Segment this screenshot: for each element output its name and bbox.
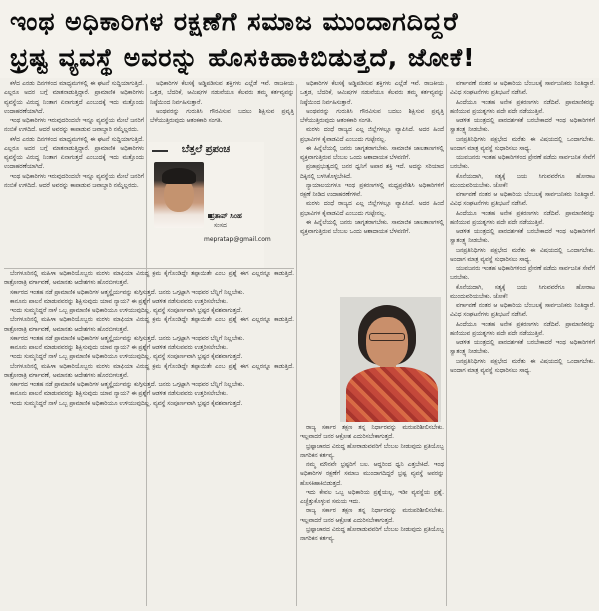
paragraph: ಜನಪ್ರತಿನಿಧಿಗಳು ಪಕ್ಷಭೇದ ಮರೆತು ಈ ವಿಷಯದಲ್ಲಿ ಒಂದಾಗಬೇಕು. ಅಂದಾಗ ಮಾತ್ರ ವ್ಯವಸ್ಥೆ ಸುಧಾರಿಸಲು ಸಾಧ್ಯ. — [450, 136, 595, 152]
paragraph: ಭ್ರಷ್ಟಾಚಾರದ ವಿರುದ್ಧ ಹೋರಾಡುವವರಿಗೆ ಬೆಂಬಲ ನೀಡುವುದು ಪ್ರತಿಯೊಬ್ಬ ನಾಗರಿಕನ ಕರ್ತವ್ಯ. — [300, 526, 444, 542]
paragraph: ಅಧಿಕಾರಿಗಳ ಕೆಲಸಕ್ಕೆ ಅಡ್ಡಿಪಡಿಸುವ ಶಕ್ತಿಗಳು ಎಲ್ಲೆಡೆ ಇವೆ. ರಾಜಕೀಯ ಒತ್ತಡ, ಬೆದರಿಕೆ, ಆಮಿಷಗಳ ನಡುವೆಯೂ ಕೆಲವರು ತಮ್ಮ ಕರ್ತವ್ಯವನ್ನು ನಿಷ್ಠೆಯಿಂದ ನಿರ್ವಹಿಸುತ್ತಾರೆ. — [300, 81, 444, 106]
paragraph: ಆಡಳಿತ ಯಂತ್ರದಲ್ಲಿ ಪಾರದರ್ಶಕತೆ ಬರಬೇಕಾದರೆ ಇಂಥ ಅಧಿಕಾರಿಗಳಿಗೆ ಸ್ವಾತಂತ್ರ್ಯ ನೀಡಬೇಕು. — [450, 229, 595, 245]
paragraph: ಬೆಂಗಳೂರಿನಲ್ಲಿ ಮಹಿಳಾ ಅಧಿಕಾರಿಯೊಬ್ಬರು ಮರಳು ಮಾಫಿಯಾ ವಿರುದ್ಧ ಕ್ರಮ ಕೈಗೊಂಡಿದ್ದೇ ತಪ್ಪಾಯಿತೇ ಎಂಬ ಪ್ರಶ್ನೆ ಈಗ ಎಲ್ಲರನ್ನೂ ಕಾಡುತ್ತಿದೆ. ರಾತ್ರೋರಾತ್ರಿ ವರ್ಗಾವಣೆ, ಅಮಾನತು ಆದೇಶಗಳು ಹೊರಬೀಳುತ್ತವೆ. — [4, 317, 294, 333]
paragraph: ಜನಪ್ರತಿನಿಧಿಗಳು ಪಕ್ಷಭೇದ ಮರೆತು ಈ ವಿಷಯದಲ್ಲಿ ಒಂದಾಗಬೇಕು. ಅಂದಾಗ ಮಾತ್ರ ವ್ಯವಸ್ಥೆ ಸುಧಾರಿಸಲು ಸಾಧ್ಯ. — [450, 247, 595, 263]
paragraph: ಸರ್ಕಾರದ ಇಂತಹ ನಡೆ ಪ್ರಾಮಾಣಿಕ ಅಧಿಕಾರಿಗಳ ಆತ್ಮಸ್ಥೈರ್ಯವನ್ನು ಕುಗ್ಗಿಸುತ್ತದೆ. ಜನರು ಒಗ್ಗಟ್ಟಾಗಿ ಇಂಥವರ ಬೆನ್ನಿಗೆ ನಿಲ್ಲಬೇಕು. — [10, 289, 245, 296]
paragraph: ಭ್ರಷ್ಟಾಚಾರದ ವಿರುದ್ಧ ಹೋರಾಡುವವರಿಗೆ ಬೆಂಬಲ ನೀಡುವುದು ಪ್ರತಿಯೊಬ್ಬ ನಾಗರಿಕನ ಕರ್ತವ್ಯ. — [300, 443, 444, 459]
paragraph: ವರ್ಗಾವಣೆ ನಂತರ ಆ ಅಧಿಕಾರಿಯ ಬೆಂಬಲಕ್ಕೆ ಸಾರ್ವಜನಿಕರು ನಿಂತಿದ್ದಾರೆ. ವಿವಿಧ ಸಂಘಟನೆಗಳು ಪ್ರತಿಭಟನೆ ನಡೆಸಿವೆ. — [450, 192, 595, 208]
paragraph: ಈ ಹಿನ್ನೆಲೆಯಲ್ಲಿ ಜನರು ಜಾಗೃತರಾಗಬೇಕು. ಸಾಮಾಜಿಕ ಜಾಲತಾಣಗಳಲ್ಲಿ ವ್ಯಕ್ತವಾಗುತ್ತಿರುವ ಬೆಂಬಲ ಒಂದು ಆಶಾದಾಯಕ ಬೆಳವಣಿಗೆ. — [300, 145, 444, 161]
paragraph: ಹಿಂದೆಯೂ ಇಂತಹ ಅನೇಕ ಪ್ರಕರಣಗಳು ನಡೆದಿವೆ. ಪ್ರಾಮಾಣಿಕರನ್ನು ಹಣಿಯುವ ಪ್ರಯತ್ನಗಳು ಪದೇ ಪದೇ ನಡೆಯುತ್ತಿವೆ. — [450, 210, 595, 226]
paragraph: ಕಾನೂನು ಪಾಲನೆ ಮಾಡುವವರನ್ನು ಶಿಕ್ಷಿಸುವುದು ಯಾವ ನ್ಯಾಯ? ಈ ಪ್ರಶ್ನೆಗೆ ಆಡಳಿತ ನಡೆಸುವವರು ಉತ್ತರಿಸಲೇಬೇಕು. — [10, 345, 228, 351]
paragraph: ಅಂಥವರನ್ನು ಗುರುತಿಸಿ ಗೌರವಿಸುವ ಬದಲು ಶಿಕ್ಷಿಸುವ ಪ್ರವೃತ್ತಿ ಬೆಳೆಯುತ್ತಿರುವುದು ಆತಂಕಕಾರಿ ಸಂಗತಿ. — [150, 108, 294, 124]
paragraph: ಕೊನೆಯದಾಗಿ, ಸತ್ಯಕ್ಕೆ ಜಯ ಸಿಗುವವರೆಗೂ ಹೋರಾಟ ಮುಂದುವರಿಯಬೇಕು. ಜೋಕೆ! — [450, 284, 595, 300]
paragraph: ಕೊನೆಯದಾಗಿ, ಸತ್ಯಕ್ಕೆ ಜಯ ಸಿಗುವವರೆಗೂ ಹೋರಾಟ ಮುಂದುವರಿಯಬೇಕು. ಜೋಕೆ! — [450, 173, 595, 189]
author-email: mepratap@gmail.com — [204, 236, 271, 243]
paragraph: ಈ ಹಿನ್ನೆಲೆಯಲ್ಲಿ ಜನರು ಜಾಗೃತರಾಗಬೇಕು. ಸಾಮಾಜಿಕ ಜಾಲತಾಣಗಳಲ್ಲಿ ವ್ಯಕ್ತವಾಗುತ್ತಿರುವ ಬೆಂಬಲ ಒಂದು ಆಶಾದಾಯಕ ಬೆಳವಣಿಗೆ. — [300, 219, 444, 235]
paragraph: ಅಧಿಕಾರಿಗಳ ಕೆಲಸಕ್ಕೆ ಅಡ್ಡಿಪಡಿಸುವ ಶಕ್ತಿಗಳು ಎಲ್ಲೆಡೆ ಇವೆ. ರಾಜಕೀಯ ಒತ್ತಡ, ಬೆದರಿಕೆ, ಆಮಿಷಗಳ ನಡುವೆಯೂ ಕೆಲವರು ತಮ್ಮ ಕರ್ತವ್ಯವನ್ನು ನಿಷ್ಠೆಯಿಂದ ನಿರ್ವಹಿಸುತ್ತಾರೆ. — [150, 81, 294, 106]
author-photo — [154, 162, 204, 228]
paragraph: ಕಳೆದ ಎರಡು ದಿನಗಳಿಂದ ಮಾಧ್ಯಮಗಳಲ್ಲಿ ಈ ಘಟನೆ ಸುದ್ದಿಯಾಗುತ್ತಿದೆ. ಎಲ್ಲರೂ ಅದರ ಬಗ್ಗೆ ಮಾತನಾಡುತ್ತಿದ್ದಾರೆ. ಪ್ರಾಮಾಣಿಕ ಅಧಿಕಾರಿಗಳು ವ್ಯವಸ್ಥೆಯ ವಿರುದ್ಧ ನಿಂತಾಗ ಏನಾಗುತ್ತದೆ ಎಂಬುದಕ್ಕೆ ಇದು ಮತ್ತೊಂದು ಉದಾಹರಣೆಯಾಗಿದೆ. — [4, 81, 144, 115]
paragraph: ಇಂಥ ಅಧಿಕಾರಿಗಳು ಇರುವುದರಿಂದಲೇ ಇನ್ನೂ ವ್ಯವಸ್ಥೆಯ ಮೇಲೆ ಜನರಿಗೆ ನಂಬಿಕೆ ಉಳಿದಿದೆ. ಆದರೆ ಅವರನ್ನು ಕಾಪಾಡುವ ಜವಾಬ್ದಾರಿ ನಮ್ಮೆಲ್ಲರದು. — [4, 118, 144, 134]
column-1-top — [4, 80, 144, 266]
paragraph: ಯುವಜನರು ಇಂತಹ ಅಧಿಕಾರಿಗಳಿಂದ ಪ್ರೇರಣೆ ಪಡೆದು ಸಾರ್ವಜನಿಕ ಸೇವೆಗೆ ಬರಬೇಕು. — [450, 155, 595, 171]
paragraph: ಮರಳು ದಂಧೆ ರಾಜ್ಯದ ಎಲ್ಲ ಜಿಲ್ಲೆಗಳಲ್ಲೂ ವ್ಯಾಪಿಸಿದೆ. ಅದರ ಹಿಂದೆ ಪ್ರಭಾವಿಗಳ ಕೈವಾಡವಿದೆ ಎಂಬುದು ಗುಟ್ಟೇನಲ್ಲ. — [300, 201, 444, 217]
headline-line-1: ಇಂಥ ಅಧಿಕಾರಿಗಳ ರಕ್ಷಣೆಗೆ ಸಮಾಜ ಮುಂದಾಗದಿದ್ದರೆ — [10, 7, 459, 36]
paragraph: ರಾಜ್ಯ ಸರ್ಕಾರ ತಕ್ಷಣ ತನ್ನ ನಿರ್ಧಾರವನ್ನು ಮರುಪರಿಶೀಲಿಸಬೇಕು. ಇಲ್ಲವಾದರೆ ಜನರ ಆಕ್ರೋಶ ಎದುರಿಸಬೇಕಾಗುತ್ತದೆ. — [300, 425, 444, 441]
column-title: ಬೆತ್ತಲೆ ಪ್ರಪಂಚ — [181, 144, 231, 155]
paragraph: ಇಂದು ಸುಮ್ಮನಿದ್ದರೆ ನಾಳೆ ಒಬ್ಬ ಪ್ರಾಮಾಣಿಕ ಅಧಿಕಾರಿಯೂ ಉಳಿಯುವುದಿಲ್ಲ. ವ್ಯವಸ್ಥೆ ಸಂಪೂರ್ಣವಾಗಿ ಭ್ರಷ್ಟರ ಕೈವಶವಾಗುತ್ತದೆ. — [10, 354, 243, 361]
photo-face — [366, 317, 408, 367]
paragraph: ಬೆಂಗಳೂರಿನಲ್ಲಿ ಮಹಿಳಾ ಅಧಿಕಾರಿಯೊಬ್ಬರು ಮರಳು ಮಾಫಿಯಾ ವಿರುದ್ಧ ಕ್ರಮ ಕೈಗೊಂಡಿದ್ದೇ ತಪ್ಪಾಯಿತೇ ಎಂಬ ಪ್ರಶ್ನೆ ಈಗ ಎಲ್ಲರನ್ನೂ ಕಾಡುತ್ತಿದೆ. ರಾತ್ರೋರಾತ್ರಿ ವರ್ಗಾವಣೆ, ಅಮಾನತು ಆದೇಶಗಳು ಹೊರಬೀಳುತ್ತವೆ. — [4, 363, 294, 379]
paragraph: ರಾಜ್ಯ ಸರ್ಕಾರ ತಕ್ಷಣ ತನ್ನ ನಿರ್ಧಾರವನ್ನು ಮರುಪರಿಶೀಲಿಸಬೇಕು. ಇಲ್ಲವಾದರೆ ಜನರ ಆಕ್ರೋಶ ಎದುರಿಸಬೇಕಾಗುತ್ತದೆ. — [300, 508, 444, 524]
glasses — [369, 333, 405, 341]
paragraph: ಹಿಂದೆಯೂ ಇಂತಹ ಅನೇಕ ಪ್ರಕರಣಗಳು ನಡೆದಿವೆ. ಪ್ರಾಮಾಣಿಕರನ್ನು ಹಣಿಯುವ ಪ್ರಯತ್ನಗಳು ಪದೇ ಪದೇ ನಡೆಯುತ್ತಿವೆ. — [450, 321, 595, 337]
paragraph: ನ್ಯಾಯಾಲಯಗಳೂ ಇಂಥ ಪ್ರಕರಣಗಳಲ್ಲಿ ಮಧ್ಯಪ್ರವೇಶಿಸಿ ಅಧಿಕಾರಿಗಳಿಗೆ ರಕ್ಷಣೆ ನೀಡಿದ ಉದಾಹರಣೆಗಳಿವೆ. — [300, 182, 444, 198]
author-hair — [162, 168, 196, 184]
article-body — [0, 80, 599, 611]
paragraph: ಆಡಳಿತ ಯಂತ್ರದಲ್ಲಿ ಪಾರದರ್ಶಕತೆ ಬರಬೇಕಾದರೆ ಇಂಥ ಅಧಿಕಾರಿಗಳಿಗೆ ಸ್ವಾತಂತ್ರ್ಯ ನೀಡಬೇಕು. — [450, 340, 595, 356]
paragraph: ಅಂಥವರನ್ನು ಗುರುತಿಸಿ ಗೌರವಿಸುವ ಬದಲು ಶಿಕ್ಷಿಸುವ ಪ್ರವೃತ್ತಿ ಬೆಳೆಯುತ್ತಿರುವುದು ಆತಂಕಕಾರಿ ಸಂಗತಿ. — [300, 108, 444, 124]
paragraph: ಸರ್ಕಾರದ ಇಂತಹ ನಡೆ ಪ್ರಾಮಾಣಿಕ ಅಧಿಕಾರಿಗಳ ಆತ್ಮಸ್ಥೈರ್ಯವನ್ನು ಕುಗ್ಗಿಸುತ್ತದೆ. ಜನರು ಒಗ್ಗಟ್ಟಾಗಿ ಇಂಥವರ ಬೆನ್ನಿಗೆ ನಿಲ್ಲಬೇಕು. — [10, 382, 245, 388]
paragraph: ಪ್ರಜಾಪ್ರಭುತ್ವದಲ್ಲಿ ಜನರ ಧ್ವನಿಗೆ ಅಪಾರ ಶಕ್ತಿ ಇದೆ. ಅದನ್ನು ಸರಿಯಾದ ದಿಕ್ಕಿನಲ್ಲಿ ಬಳಸಿಕೊಳ್ಳಬೇಕಿದೆ. — [300, 164, 444, 180]
paragraph: ನಮ್ಮ ಮೌನವೇ ಭ್ರಷ್ಟರಿಗೆ ಬಲ. ಆದ್ದರಿಂದ ಧ್ವನಿ ಎತ್ತಬೇಕಿದೆ. ಇಂಥ ಅಧಿಕಾರಿಗಳ ರಕ್ಷಣೆಗೆ ಸಮಾಜ ಮುಂದಾಗದಿದ್ದರೆ ಭ್ರಷ್ಟ ವ್ಯವಸ್ಥೆ ಅವರನ್ನು ಹೊಸಕಿಹಾಕಿಬಿಡುತ್ತದೆ. — [300, 462, 444, 487]
paragraph: ಮರಳು ದಂಧೆ ರಾಜ್ಯದ ಎಲ್ಲ ಜಿಲ್ಲೆಗಳಲ್ಲೂ ವ್ಯಾಪಿಸಿದೆ. ಅದರ ಹಿಂದೆ ಪ್ರಭಾವಿಗಳ ಕೈವಾಡವಿದೆ ಎಂಬುದು ಗುಟ್ಟೇನಲ್ಲ. — [300, 127, 444, 143]
paragraph: ಜನಪ್ರತಿನಿಧಿಗಳು ಪಕ್ಷಭೇದ ಮರೆತು ಈ ವಿಷಯದಲ್ಲಿ ಒಂದಾಗಬೇಕು. ಅಂದಾಗ ಮಾತ್ರ ವ್ಯವಸ್ಥೆ ಸುಧಾರಿಸಲು ಸಾಧ್ಯ. — [450, 358, 595, 374]
paragraph: ಕಾನೂನು ಪಾಲನೆ ಮಾಡುವವರನ್ನು ಶಿಕ್ಷಿಸುವುದು ಯಾವ ನ್ಯಾಯ? ಈ ಪ್ರಶ್ನೆಗೆ ಆಡಳಿತ ನಡೆಸುವವರು ಉತ್ತರಿಸಲೇಬೇಕು. — [10, 298, 228, 305]
paragraph: ಕಾನೂನು ಪಾಲನೆ ಮಾಡುವವರನ್ನು ಶಿಕ್ಷಿಸುವುದು ಯಾವ ನ್ಯಾಯ? ಈ ಪ್ರಶ್ನೆಗೆ ಆಡಳಿತ ನಡೆಸುವವರು ಉತ್ತರಿಸಲೇಬೇಕು. — [10, 391, 228, 398]
paragraph: ಸರ್ಕಾರದ ಇಂತಹ ನಡೆ ಪ್ರಾಮಾಣಿಕ ಅಧಿಕಾರಿಗಳ ಆತ್ಮಸ್ಥೈರ್ಯವನ್ನು ಕುಗ್ಗಿಸುತ್ತದೆ. ಜನರು ಒಗ್ಗಟ್ಟಾಗಿ ಇಂಥವರ ಬೆನ್ನಿಗೆ ನಿಲ್ಲಬೇಕು. — [10, 335, 245, 342]
officer-photo — [340, 297, 441, 422]
author-name: ಪ್ರತಾಪ್ ಸಿಂಹ — [210, 212, 242, 220]
paragraph: ಇಂದು ಸುಮ್ಮನಿದ್ದರೆ ನಾಳೆ ಒಬ್ಬ ಪ್ರಾಮಾಣಿಕ ಅಧಿಕಾರಿಯೂ ಉಳಿಯುವುದಿಲ್ಲ. ವ್ಯವಸ್ಥೆ ಸಂಪೂರ್ಣವಾಗಿ ಭ್ರಷ್ಟರ ಕೈವಶವಾಗುತ್ತದೆ. — [10, 308, 243, 314]
column-1-bottom — [4, 270, 294, 611]
author-role: ಸಂಸದ — [214, 222, 227, 229]
paragraph: ಕಳೆದ ಎರಡು ದಿನಗಳಿಂದ ಮಾಧ್ಯಮಗಳಲ್ಲಿ ಈ ಘಟನೆ ಸುದ್ದಿಯಾಗುತ್ತಿದೆ. ಎಲ್ಲರೂ ಅದರ ಬಗ್ಗೆ ಮಾತನಾಡುತ್ತಿದ್ದಾರೆ. ಪ್ರಾಮಾಣಿಕ ಅಧಿಕಾರಿಗಳು ವ್ಯವಸ್ಥೆಯ ವಿರುದ್ಧ ನಿಂತಾಗ ಏನಾಗುತ್ತದೆ ಎಂಬುದಕ್ಕೆ ಇದು ಮತ್ತೊಂದು ಉದಾಹರಣೆಯಾಗಿದೆ. — [4, 136, 144, 171]
headline-line-2: ಭ್ರಷ್ಟ ವ್ಯವಸ್ಥೆ ಅವರನ್ನು ಹೊಸಕಿಹಾಕಿಬಿಡುತ್ತದೆ, ಜೋಕೆ! — [10, 43, 476, 72]
headline — [0, 0, 599, 78]
paragraph: ಇಂಥ ಅಧಿಕಾರಿಗಳು ಇರುವುದರಿಂದಲೇ ಇನ್ನೂ ವ್ಯವಸ್ಥೆಯ ಮೇಲೆ ಜನರಿಗೆ ನಂಬಿಕೆ ಉಳಿದಿದೆ. ಆದರೆ ಅವರನ್ನು ಕಾಪಾಡುವ ಜವಾಬ್ದಾರಿ ನಮ್ಮೆಲ್ಲರದು. — [4, 173, 144, 189]
photo-scarf — [346, 367, 438, 422]
column-3-top — [300, 80, 444, 294]
paragraph: ವರ್ಗಾವಣೆ ನಂತರ ಆ ಅಧಿಕಾರಿಯ ಬೆಂಬಲಕ್ಕೆ ಸಾರ್ವಜನಿಕರು ನಿಂತಿದ್ದಾರೆ. ವಿವಿಧ ಸಂಘಟನೆಗಳು ಪ್ರತಿಭಟನೆ ನಡೆಸಿವೆ. — [450, 303, 595, 319]
column-2-top — [150, 80, 294, 142]
column-4 — [450, 80, 595, 611]
paragraph: ಇಂದು ಸುಮ್ಮನಿದ್ದರೆ ನಾಳೆ ಒಬ್ಬ ಪ್ರಾಮಾಣಿಕ ಅಧಿಕಾರಿಯೂ ಉಳಿಯುವುದಿಲ್ಲ. ವ್ಯವಸ್ಥೆ ಸಂಪೂರ್ಣವಾಗಿ ಭ್ರಷ್ಟರ ಕೈವಶವಾಗುತ್ತದೆ. — [10, 400, 243, 407]
paragraph: ವರ್ಗಾವಣೆ ನಂತರ ಆ ಅಧಿಕಾರಿಯ ಬೆಂಬಲಕ್ಕೆ ಸಾರ್ವಜನಿಕರು ನಿಂತಿದ್ದಾರೆ. ವಿವಿಧ ಸಂಘಟನೆಗಳು ಪ್ರತಿಭಟನೆ ನಡೆಸಿವೆ. — [450, 81, 595, 97]
paragraph: ಆಡಳಿತ ಯಂತ್ರದಲ್ಲಿ ಪಾರದರ್ಶಕತೆ ಬರಬೇಕಾದರೆ ಇಂಥ ಅಧಿಕಾರಿಗಳಿಗೆ ಸ್ವಾತಂತ್ರ್ಯ ನೀಡಬೇಕು. — [450, 118, 595, 134]
paragraph: ಯುವಜನರು ಇಂತಹ ಅಧಿಕಾರಿಗಳಿಂದ ಪ್ರೇರಣೆ ಪಡೆದು ಸಾರ್ವಜನಿಕ ಸೇವೆಗೆ ಬರಬೇಕು. — [450, 266, 595, 282]
columnist-box — [148, 142, 271, 268]
paragraph: ಇದು ಕೇವಲ ಒಬ್ಬ ಅಧಿಕಾರಿಯ ಪ್ರಶ್ನೆಯಲ್ಲ, ಇಡೀ ವ್ಯವಸ್ಥೆಯ ಪ್ರಶ್ನೆ. ಎಚ್ಚೆತ್ತುಕೊಳ್ಳುವ ಸಮಯ ಇದು. — [300, 489, 444, 505]
paragraph: ಬೆಂಗಳೂರಿನಲ್ಲಿ ಮಹಿಳಾ ಅಧಿಕಾರಿಯೊಬ್ಬರು ಮರಳು ಮಾಫಿಯಾ ವಿರುದ್ಧ ಕ್ರಮ ಕೈಗೊಂಡಿದ್ದೇ ತಪ್ಪಾಯಿತೇ ಎಂಬ ಪ್ರಶ್ನೆ ಈಗ ಎಲ್ಲರನ್ನೂ ಕಾಡುತ್ತಿದೆ. ರಾತ್ರೋರಾತ್ರಿ ವರ್ಗಾವಣೆ, ಅಮಾನತು ಆದೇಶಗಳು ಹೊರಬೀಳುತ್ತವೆ. — [4, 271, 294, 287]
paragraph: ಹಿಂದೆಯೂ ಇಂತಹ ಅನೇಕ ಪ್ರಕರಣಗಳು ನಡೆದಿವೆ. ಪ್ರಾಮಾಣಿಕರನ್ನು ಹಣಿಯುವ ಪ್ರಯತ್ನಗಳು ಪದೇ ಪದೇ ನಡೆಯುತ್ತಿವೆ. — [450, 99, 595, 115]
column-3-bottom — [300, 424, 444, 611]
